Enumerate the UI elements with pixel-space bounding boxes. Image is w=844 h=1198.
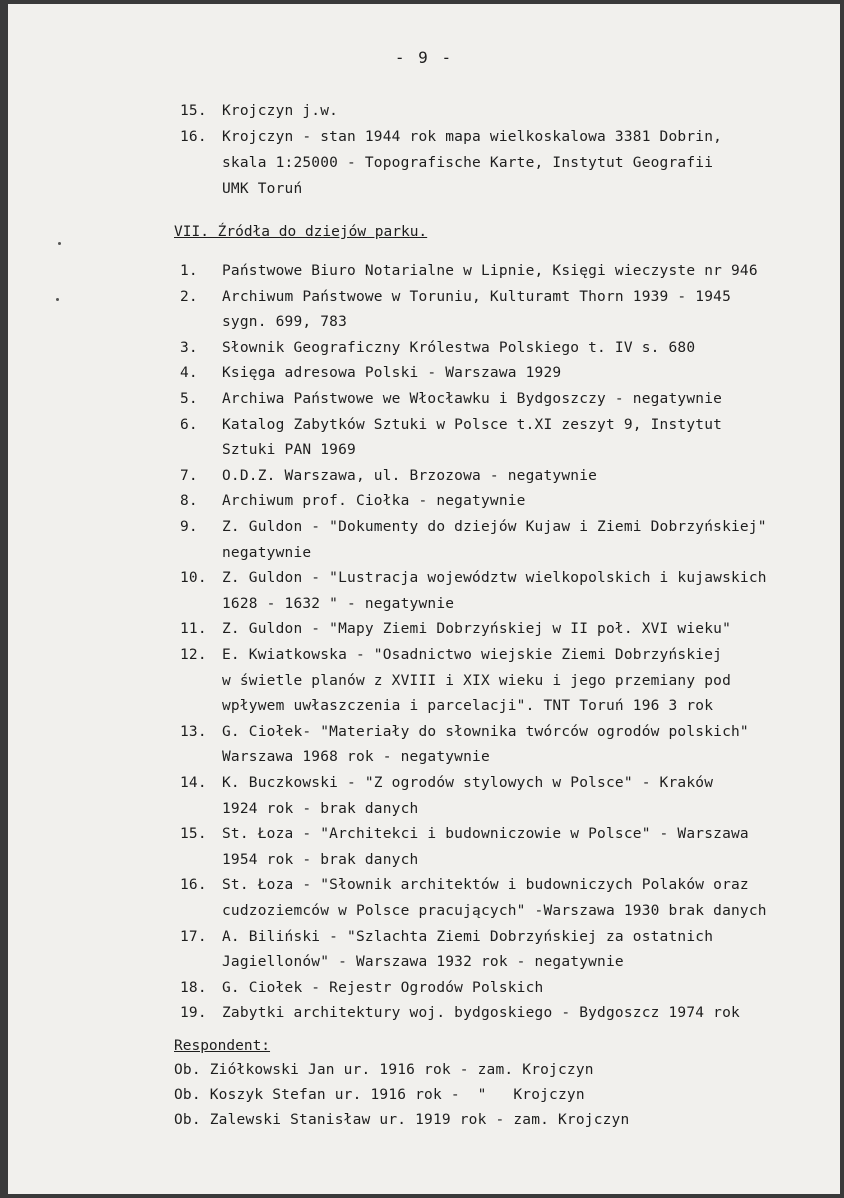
respondent-heading: Respondent: xyxy=(174,1038,271,1054)
item-text-line: Sztuki PAN 1969 xyxy=(222,442,356,459)
item-text-line: Słownik Geograficzny Królestwa Polskiego t. IV s. 680 xyxy=(222,339,696,356)
item-number: 4. xyxy=(180,365,198,382)
respondent-line: Ob. Koszyk Stefan ur. 1916 rok - " Krojczyn xyxy=(174,1087,585,1103)
item-number: 5. xyxy=(180,391,198,407)
item-text-line: Krojczyn j.w. xyxy=(222,103,339,119)
item-text-line: Jagiellonów" - Warszawa 1932 rok - negatywnie xyxy=(222,954,624,971)
item-text-line: skala 1:25000 - Topografische Karte, Instytut Geografii xyxy=(222,155,714,171)
item-text-line: Krojczyn - stan 1944 rok mapa wielkoskalowa 3381 Dobrin, xyxy=(222,129,723,145)
item-text-line: O.D.Z. Warszawa, ul. Brzozowa - negatywnie xyxy=(222,467,598,484)
item-text-line: UMK Toruń xyxy=(222,181,303,197)
item-text-line: Zabytki architektury woj. bydgoskiego - Bydgoszcz 1974 rok xyxy=(222,1005,740,1022)
document-page xyxy=(8,4,840,1194)
item-text-line: Państwowe Biuro Notarialne w Lipnie, Księgi wieczyste nr 946 xyxy=(222,263,758,279)
item-text-line: sygn. 699, 783 xyxy=(222,314,348,331)
item-text-line: w świetle planów z XVIII i XIX wieku i jego przemiany pod xyxy=(222,672,731,689)
item-text-line: A. Biliński - "Szlachta Ziemi Dobrzyńskiej za ostatnich xyxy=(222,928,714,945)
item-number: 18. xyxy=(180,979,207,996)
item-text-line: Z. Guldon - "Dokumenty do dziejów Kujaw i Ziemi Dobrzyńskiej" xyxy=(222,519,767,535)
margin-mark xyxy=(58,242,61,245)
item-text-line: Archiwum Państwowe w Toruniu, Kulturamt Thorn 1939 - 1945 xyxy=(222,288,731,305)
item-text-line: St. Łoza - "Słownik architektów i budowniczych Polaków oraz xyxy=(222,877,749,894)
item-number: 14. xyxy=(180,775,207,791)
item-text-line: Archiwa Państwowe we Włocławku i Bydgoszczy - negatywnie xyxy=(222,391,723,407)
section-heading: VII. Źródła do dziejów parku. xyxy=(174,224,428,240)
item-number: 10. xyxy=(180,570,207,587)
margin-mark xyxy=(56,298,59,301)
item-number: 13. xyxy=(180,723,207,740)
item-text-line: Księga adresowa Polski - Warszawa 1929 xyxy=(222,365,562,382)
item-text-line: K. Buczkowski - "Z ogrodów stylowych w Polsce" - Kraków xyxy=(222,775,714,791)
item-text-line: Z. Guldon - "Mapy Ziemi Dobrzyńskiej w II poł. XVI wieku" xyxy=(222,621,731,638)
item-number: 9. xyxy=(180,519,198,535)
item-text-line: St. Łoza - "Architekci i budowniczowie w Polsce" - Warszawa xyxy=(222,826,749,843)
item-number: 1. xyxy=(180,263,198,279)
respondent-line: Ob. Ziółkowski Jan ur. 1916 rok - zam. Krojczyn xyxy=(174,1062,594,1078)
item-number: 15. xyxy=(180,826,207,843)
item-number: 19. xyxy=(180,1005,207,1022)
item-text-line: Z. Guldon - "Lustracja województw wielkopolskich i kujawskich xyxy=(222,570,767,587)
item-number: 3. xyxy=(180,339,198,356)
item-number: 16. xyxy=(180,129,207,145)
item-text-line: cudzoziemców w Polsce pracujących" -Warszawa 1930 brak danych xyxy=(222,903,767,919)
item-number: 16. xyxy=(180,877,207,894)
item-number: 2. xyxy=(180,288,198,305)
item-text-line: negatywnie xyxy=(222,544,312,561)
item-text-line: 1924 rok - brak danych xyxy=(222,800,419,817)
item-text-line: Warszawa 1968 rok - negatywnie xyxy=(222,749,490,766)
respondent-line: Ob. Zalewski Stanisław ur. 1919 rok - zam. Krojczyn xyxy=(174,1112,630,1128)
item-number: 15. xyxy=(180,103,207,119)
item-number: 12. xyxy=(180,647,207,663)
item-text-line: Archiwum prof. Ciołka - negatywnie xyxy=(222,493,526,510)
item-text-line: E. Kwiatkowska - "Osadnictwo wiejskie Ziemi Dobrzyńskiej xyxy=(222,647,723,663)
item-text-line: 1954 rok - brak danych xyxy=(222,851,419,868)
item-number: 11. xyxy=(180,621,207,638)
item-text-line: 1628 - 1632 " - negatywnie xyxy=(222,595,455,612)
item-text-line: wpływem uwłaszczenia i parcelacji". TNT Toruń 196 3 rok xyxy=(222,698,714,715)
item-number: 6. xyxy=(180,416,198,433)
item-text-line: Katalog Zabytków Sztuki w Polsce t.XI zeszyt 9, Instytut xyxy=(222,416,723,433)
item-number: 8. xyxy=(180,493,198,510)
item-number: 17. xyxy=(180,928,207,945)
item-number: 7. xyxy=(180,467,198,484)
item-text-line: G. Ciołek - Rejestr Ogrodów Polskich xyxy=(222,979,544,996)
item-text-line: G. Ciołek- "Materiały do słownika twórców ogrodów polskich" xyxy=(222,723,749,740)
page-number: - 9 - xyxy=(394,48,454,67)
